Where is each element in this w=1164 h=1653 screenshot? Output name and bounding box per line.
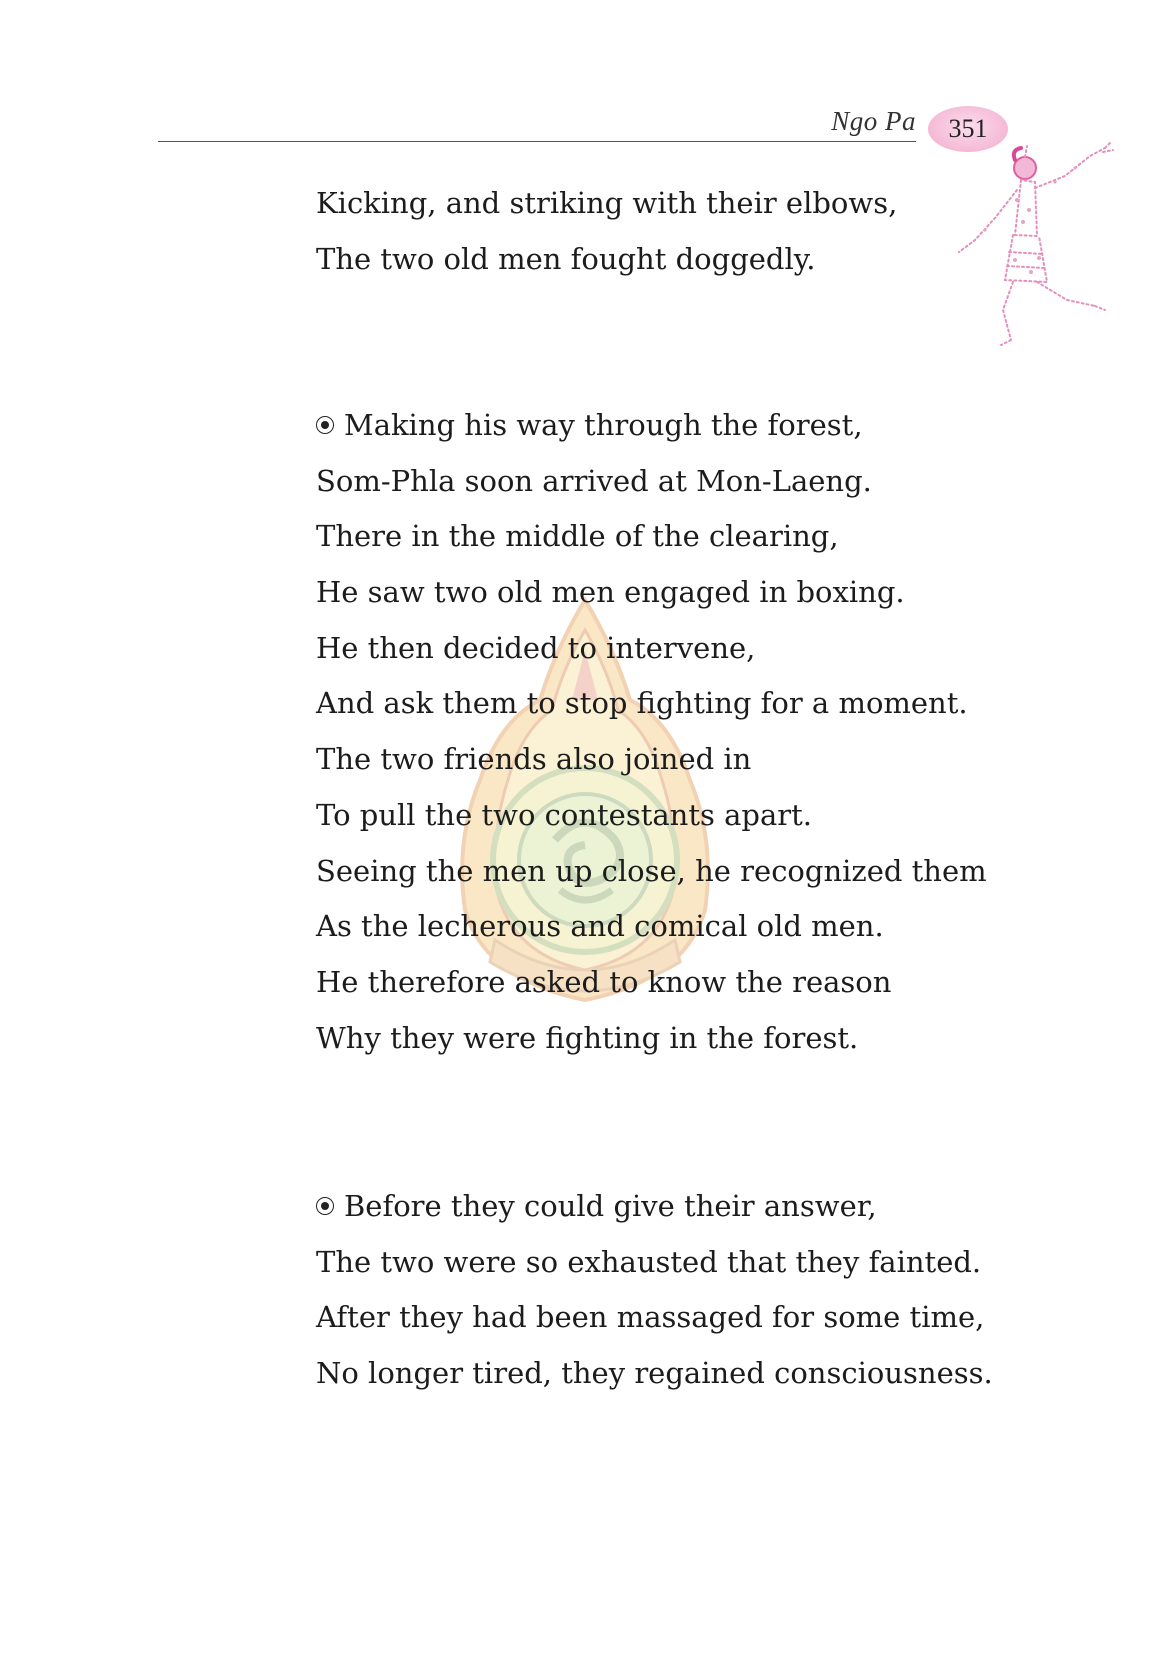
verse-line: As the lecherous and comical old men. bbox=[316, 909, 884, 944]
verse-line: He then decided to intervene, bbox=[316, 630, 756, 665]
verse-line: Why they were fighting in the forest. bbox=[316, 1020, 859, 1055]
fisheye-bullet-icon bbox=[316, 1197, 334, 1215]
verse-line: No longer tired, they regained consciousness. bbox=[316, 1356, 993, 1391]
verse-line: After they had been massaged for some time, bbox=[316, 1300, 985, 1335]
stanza-3 bbox=[316, 1179, 1016, 1402]
verse-line: To pull the two contestants apart. bbox=[316, 797, 812, 832]
stanza-2 bbox=[316, 398, 1016, 1066]
verse-line-text: Before they could give their answer, bbox=[344, 1189, 877, 1223]
verse-line: The two old men fought doggedly. bbox=[316, 241, 816, 276]
verse-line: He saw two old men engaged in boxing. bbox=[316, 575, 905, 610]
verse-line-first bbox=[316, 1179, 1016, 1235]
verse-line: He therefore asked to know the reason bbox=[316, 964, 892, 999]
verse-line: The two were so exhausted that they fainted. bbox=[316, 1244, 982, 1279]
fisheye-bullet-icon bbox=[316, 416, 334, 434]
verse-line-first bbox=[316, 398, 1016, 454]
verse-line: And ask them to stop fighting for a moment. bbox=[316, 686, 968, 721]
stanza-1 bbox=[316, 176, 1016, 287]
verse-line: The two friends also joined in bbox=[316, 742, 752, 777]
running-head: Ngo Pa bbox=[831, 106, 916, 136]
header-rule bbox=[158, 141, 916, 142]
verse-line: There in the middle of the clearing, bbox=[316, 519, 839, 554]
verse-line: Seeing the men up close, he recognized them bbox=[316, 853, 987, 888]
verse-line: Kicking, and striking with their elbows, bbox=[316, 186, 898, 220]
page-number: 351 bbox=[948, 114, 988, 143]
verse-line-text: Making his way through the forest, bbox=[344, 408, 863, 442]
verse-line: Som-Phla soon arrived at Mon-Laeng. bbox=[316, 463, 872, 498]
